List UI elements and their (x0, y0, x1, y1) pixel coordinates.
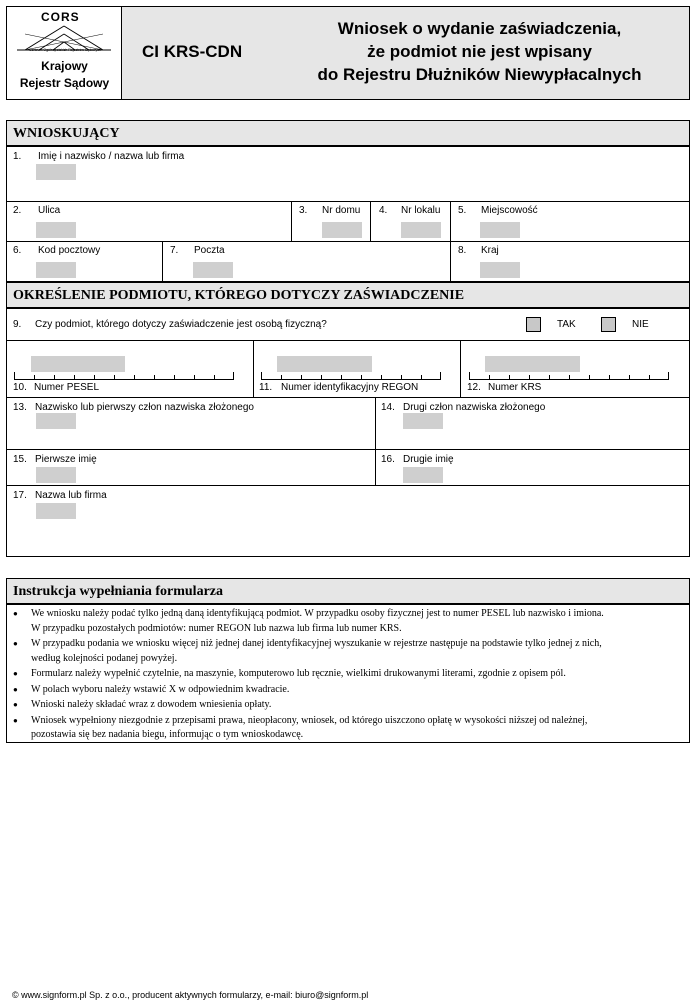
field-11-label: Numer identyfikacyjny REGON (281, 382, 419, 393)
field-1-number: 1. (13, 151, 22, 162)
field-7-number: 7. (170, 245, 179, 256)
form-title-line2: że podmiot nie jest wpisany (367, 42, 592, 61)
field-7-input[interactable] (193, 262, 233, 278)
field-5-label: Miejscowość (481, 205, 538, 216)
field-11-number: 11. (259, 382, 273, 393)
instruction-item: ● Formularz należy wypełnić czytelnie, na maszynie, komputerowo lub ręcznie, wielkimi drukowanymi literami, zgodnie z opisem pól. (6, 667, 690, 682)
field-4-label: Nr lokalu (401, 205, 441, 216)
field-17-number: 17. (13, 490, 27, 501)
field-8-number: 8. (458, 245, 467, 256)
logo-small-text: Centrum Ogólnopolskich Rejestrów Sądowych (29, 48, 101, 52)
logo-block (7, 7, 122, 99)
field-5-input[interactable] (480, 222, 520, 238)
instructions-list (6, 607, 690, 744)
field-8-input[interactable] (480, 262, 520, 278)
field-4-number: 4. (379, 205, 388, 216)
instruction-item: ● W polach wyboru należy wstawić X w odpowiednim kwadracie. (6, 683, 690, 698)
section-subject-title: OKREŚLENIE PODMIOTU, KTÓREGO DOTYCZY ZAŚWIADCZENIE (6, 282, 690, 309)
instruction-item: ● Wniosek wypełniony niezgodnie z przepisami prawa, nieopłacony, wniosek, od którego uiszczono opłatę w wysokości niższej od należnej, pozostawia się bez nadania biegu, informując o tym wnioskodawcę. (6, 714, 690, 743)
yes-label: TAK (557, 319, 576, 330)
field-6-input[interactable] (36, 262, 76, 278)
field-2-number: 2. (13, 205, 22, 216)
field-17-input[interactable] (36, 503, 76, 519)
instruction-item: ● W przypadku podania we wniosku więcej niż jednej danej identyfikacyjnej wyszukanie w rejestrze następuje na podstawie tylko jednej z nich, według kolejności podanej powyżej. (6, 637, 690, 666)
instructions-title: Instrukcja wypełniania formularza (6, 578, 690, 605)
field-15-label: Pierwsze imię (35, 454, 97, 465)
field-15-number: 15. (13, 454, 27, 465)
field-17-label: Nazwa lub firma (35, 490, 107, 501)
field-3-input[interactable] (322, 222, 362, 238)
field-13-label: Nazwisko lub pierwszy człon nazwiska złożonego (35, 402, 254, 413)
instruction-item: ● We wniosku należy podać tylko jedną daną identyfikującą podmiot. W przypadku osoby fizycznej jest to numer PESEL lub nazwisko i imiona. W przypadku pozostałych podmiotów: numer REGON lub nazwa lub firma lub numer KRS. (6, 607, 690, 636)
field-13-number: 13. (13, 402, 27, 413)
footer-text: © www.signform.pl Sp. z o.o., producent aktywnych formularzy, e-mail: biuro@signform.pl (12, 990, 369, 1000)
field-9-label: Czy podmiot, którego dotyczy zaświadczenie jest osobą fizyczną? (35, 319, 327, 330)
no-label: NIE (632, 319, 649, 330)
field-8-label: Kraj (481, 245, 499, 256)
field-3-number: 3. (299, 205, 308, 216)
field-3-label: Nr domu (322, 205, 361, 216)
field-4-input[interactable] (401, 222, 441, 238)
form-title-line3: do Rejestru Dłużników Niewypłacalnych (317, 65, 642, 84)
krs-ticks (469, 370, 669, 380)
form-title-line1: Wniosek o wydanie zaświadczenia, (337, 19, 622, 38)
field-15-input[interactable] (36, 467, 76, 483)
field-16-number: 16. (381, 454, 395, 465)
field-12-number: 12. (467, 382, 481, 393)
field-14-input[interactable] (403, 413, 443, 429)
field-2-label: Ulica (38, 205, 61, 216)
field-14-label: Drugi człon nazwiska złożonego (403, 402, 546, 413)
section-applicant-title: WNIOSKUJĄCY (6, 120, 690, 147)
field-10-label: Numer PESEL (34, 382, 100, 393)
field-6-label: Kod pocztowy (38, 245, 101, 256)
field-10-number: 10. (13, 382, 27, 393)
field-14-number: 14. (381, 402, 395, 413)
field-16-input[interactable] (403, 467, 443, 483)
field-2-input[interactable] (36, 222, 76, 238)
yes-checkbox[interactable] (526, 317, 541, 332)
section-subject-body (6, 308, 690, 557)
registry-line2: Rejestr Sądowy (19, 76, 110, 90)
logo-text: CORS (41, 10, 80, 24)
field-7-label: Poczta (194, 245, 225, 256)
registry-line1: Krajowy (41, 59, 88, 73)
field-5-number: 5. (458, 205, 467, 216)
no-checkbox[interactable] (601, 317, 616, 332)
field-1-label: Imię i nazwisko / nazwa lub firma (38, 151, 185, 162)
regon-ticks (261, 370, 441, 380)
field-13-input[interactable] (36, 413, 76, 429)
instruction-item: ● Wnioski należy składać wraz z dowodem wniesienia opłaty. (6, 698, 690, 713)
field-16-label: Drugie imię (403, 454, 454, 465)
field-9-number: 9. (13, 319, 22, 330)
field-1-input[interactable] (36, 164, 76, 180)
header (6, 6, 690, 100)
field-6-number: 6. (13, 245, 22, 256)
field-12-label: Numer KRS (488, 382, 542, 393)
pesel-ticks (14, 370, 234, 380)
form-code: CI KRS-CDN (142, 42, 243, 61)
